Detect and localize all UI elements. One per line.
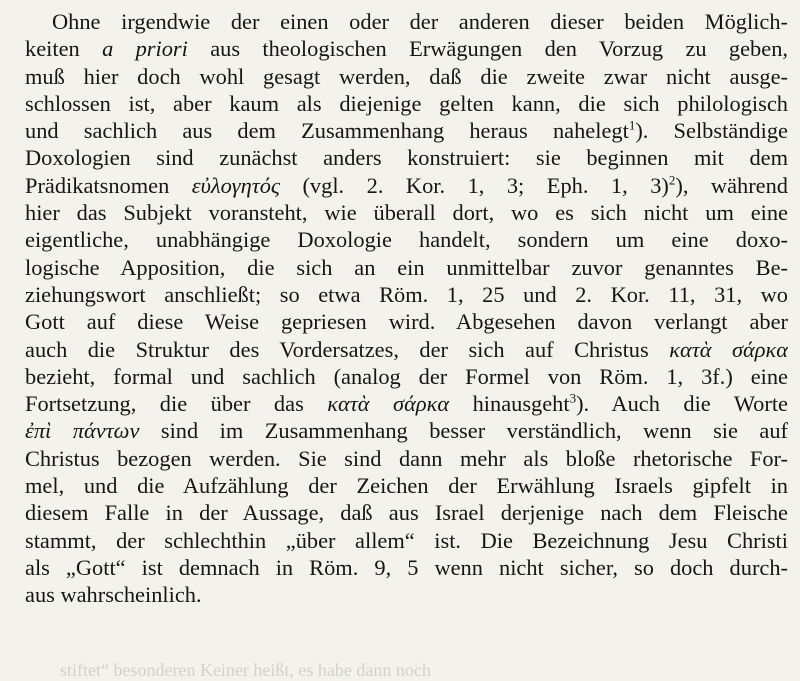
text-fragment: aus wahrscheinlich. [25, 582, 202, 608]
text-fragment: stammt, der schlechthin „über allem“ ist. Die Bezeichnung Jesu Christi [25, 527, 788, 553]
text-line [25, 226, 788, 253]
footnote-marker: 2 [668, 172, 676, 188]
text-fragment: ), während [675, 172, 788, 198]
text-fragment: bezieht, formal und sachlich (analog der Formel von Röm. 1, 3f.) eine [25, 363, 788, 389]
text-line [25, 144, 788, 171]
text-fragment: hinausgeht [449, 391, 570, 417]
text-line [25, 63, 788, 90]
text-line [25, 172, 788, 199]
greek-phrase: κατὰ σάρκα [669, 336, 788, 362]
text-line [25, 281, 788, 308]
text-line [25, 336, 788, 363]
text-fragment: und sachlich aus dem Zusammenhang heraus nahelegt [25, 118, 629, 144]
text-line [25, 554, 788, 581]
text-fragment: aus theologischen Erwägungen den Vorzug zu geben, [187, 36, 788, 62]
text-fragment: keiten [25, 36, 103, 62]
italic-phrase: a priori [102, 36, 188, 62]
text-fragment: als „Gott“ ist demnach in Röm. 9, 5 wenn nicht sicher, so doch durch- [25, 554, 788, 580]
text-line [25, 363, 788, 390]
text-fragment: diesem Falle in der Aussage, daß aus Israel derjenige nach dem Fleische [25, 500, 788, 526]
bleed-through-text: stiftet“ besonderen Keiner heißt, es habe dann noch [60, 660, 431, 680]
text-line [25, 90, 788, 117]
text-line [25, 8, 788, 35]
footnote-marker: 3 [569, 390, 577, 406]
text-line [25, 527, 788, 554]
text-fragment: ). Auch die Worte [576, 391, 788, 417]
text-fragment: Gott auf diese Weise gepriesen wird. Abgesehen davon verlangt aber [25, 309, 788, 335]
text-line [25, 472, 788, 499]
text-fragment: muß hier doch wohl gesagt werden, daß die zweite zwar nicht ausge- [25, 63, 788, 89]
greek-phrase: κατὰ σάρκα [327, 391, 450, 417]
text-line [25, 499, 788, 526]
text-fragment: auch die Struktur des Vordersatzes, der sich auf Christus [25, 336, 670, 362]
text-line [25, 308, 788, 335]
text-line [25, 417, 788, 444]
text-fragment: sind im Zusammenhang besser verständlich, wenn sie auf [139, 418, 788, 444]
text-line [25, 199, 788, 226]
greek-phrase: εὐλογητός [191, 172, 280, 198]
text-line [25, 117, 788, 144]
text-line [25, 581, 788, 608]
text-fragment: schlossen ist, aber kaum als diejenige gelten kann, die sich philologisch [25, 90, 788, 116]
greek-phrase: ἐπὶ πάντων [25, 418, 140, 444]
text-line [25, 390, 788, 417]
footnote-marker: 1 [628, 117, 636, 133]
text-fragment: Fortsetzung, die über das [25, 391, 328, 417]
text-fragment: Ohne irgendwie der einen oder der anderen dieser beiden Möglich- [52, 9, 788, 34]
text-fragment: Doxologien sind zunächst anders konstruiert: sie beginnen mit dem [25, 145, 788, 171]
text-fragment: ). Selbständige [635, 118, 788, 144]
text-fragment: Prädikatsnomen [25, 172, 192, 198]
text-fragment: logische Apposition, die sich an ein unmittelbar zuvor genanntes Be- [25, 254, 788, 280]
text-line [25, 445, 788, 472]
text-fragment: ziehungswort anschließt; so etwa Röm. 1, 25 und 2. Kor. 11, 31, wo [25, 281, 788, 307]
text-fragment: hier das Subjekt voransteht, wie überall dort, wo es sich nicht um eine [25, 200, 788, 226]
text-fragment: mel, und die Aufzählung der Zeichen der Erwählung Israels gipfelt in [25, 473, 788, 499]
text-fragment: (vgl. 2. Kor. 1, 3; Eph. 1, 3) [279, 172, 669, 198]
text-line [25, 35, 788, 62]
body-paragraph [25, 8, 788, 609]
text-fragment: eigentliche, unabhängige Doxologie handelt, sondern um eine doxo- [25, 227, 788, 253]
text-line [25, 254, 788, 281]
text-fragment: Christus bezogen werden. Sie sind dann mehr als bloße rhetorische For- [25, 445, 788, 471]
